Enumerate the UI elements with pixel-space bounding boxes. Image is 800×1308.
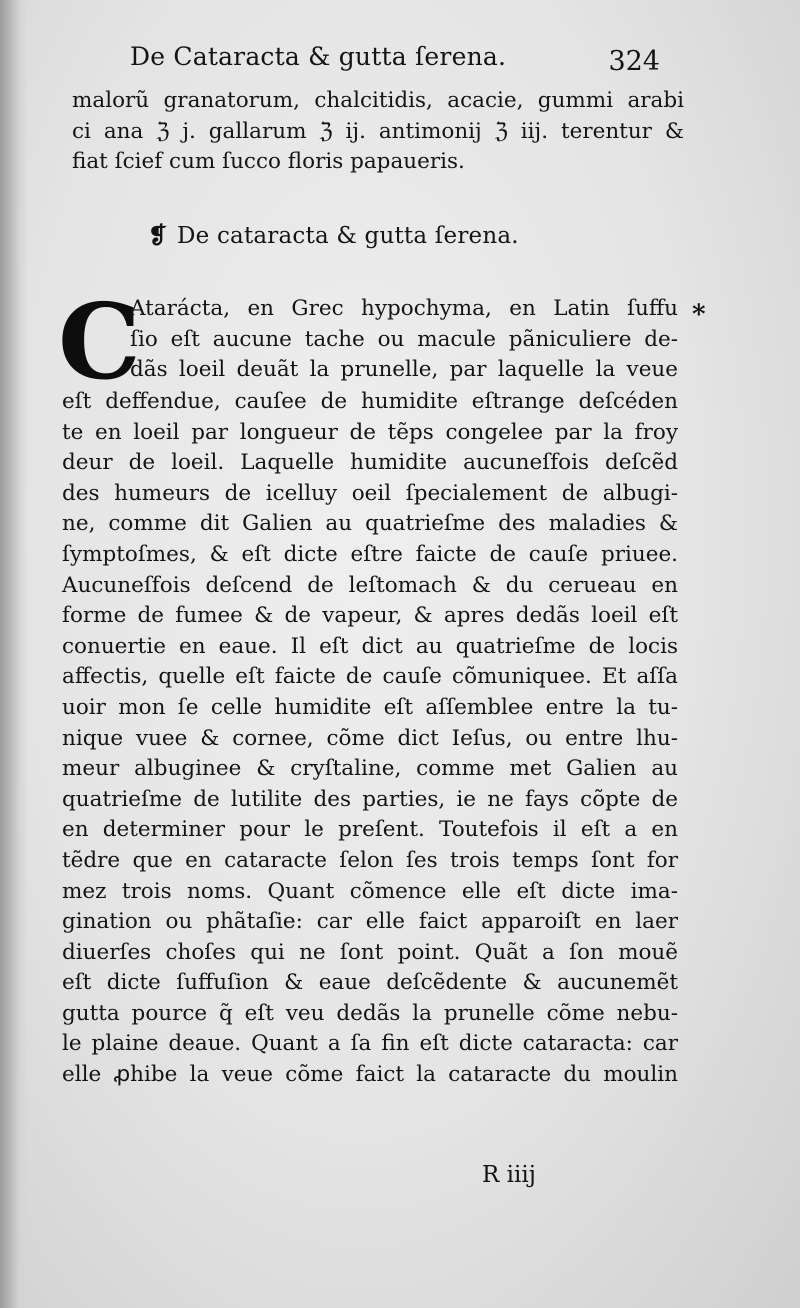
text-line: eſt deffendue, cauſee de humidite eſtrange deſcéden xyxy=(62,389,678,414)
text-line: eſt dicte ſuffuſion & eaue deſcẽdente & aucunemẽt xyxy=(62,970,678,996)
text-line: malorũ granatorum, chalcitidis, acacie, gummi arabi xyxy=(72,88,684,113)
signature-mark: R iiij xyxy=(482,1162,536,1188)
drop-cap: C xyxy=(58,280,141,403)
text-line: tẽdre que en cataracte ſelon ſes trois temps ſont for xyxy=(62,847,678,873)
page-edge-shadow xyxy=(0,0,28,1308)
running-head: De Cataracta & gutta ſerena. xyxy=(130,42,507,71)
text-line: elle ꝓhibe la veue cõme faict la cataracte du moulin xyxy=(62,1062,678,1088)
text-line: ſymptoſmes, & eſt dicte eſtre faicte de cauſe priuee. xyxy=(62,541,678,567)
text-line: gutta pource q̃ eſt veu dedãs la prunelle cõme nebu- xyxy=(62,1000,678,1026)
text-line: ne, comme dit Galien au quatrieſme des maladies & xyxy=(62,511,678,537)
text-line: deur de loeil. Laquelle humidite aucuneſfois deſcẽd xyxy=(62,450,678,476)
page-number: 324 xyxy=(608,46,660,77)
text-line: meur albuginee & cryſtaline, comme met Galien au xyxy=(62,756,678,782)
text-line: quatrieſme de lutilite des parties, ie ne fays cõpte de xyxy=(62,786,678,812)
pilcrow-icon: ❡ xyxy=(148,222,168,249)
text-line: en determiner pour le preſent. Toutefois il eſt a en xyxy=(62,817,678,843)
text-line: fiat ſcief cum ſucco floris papaueris. xyxy=(72,149,465,175)
text-line: gination ou phãtaſie: car elle faict apparoiſt en laer xyxy=(62,909,678,935)
text-line: Aucuneſfois deſcend de leſtomach & du cerueau en xyxy=(62,572,678,598)
text-line: le plaine deaue. Quant a ſa fin eſt dicte cataracta: car xyxy=(62,1031,678,1057)
text-line: ſio eſt aucune tache ou macule pãniculiere de- xyxy=(130,326,678,352)
indented-text xyxy=(130,294,678,386)
margin-asterisk-icon: * xyxy=(692,300,706,330)
recipe-text xyxy=(72,86,684,178)
section-heading xyxy=(148,222,519,249)
text-line: ci ana ℨ j. gallarum ℨ ij. antimonij ℨ iij. terentur & xyxy=(72,118,684,144)
text-line: dãs loeil deuãt la prunelle, par laquelle la veue xyxy=(130,357,678,383)
page-header xyxy=(130,42,660,82)
text-line: uoir mon ſe celle humidite eſt aſſemblee entre la tu- xyxy=(62,694,678,720)
text-line: nique vuee & cornee, cõme dict Ieſus, ou entre lhu- xyxy=(62,725,678,751)
text-line: mez trois noms. Quant cõmence elle eſt dicte ima- xyxy=(62,878,678,904)
text-line: diuerſes choſes qui ne ſont point. Quãt a ſon mouẽ xyxy=(62,939,678,965)
text-line: conuertie en eaue. Il eſt dict au quatrieſme de locis xyxy=(62,633,678,659)
text-line: des humeurs de icelluy oeil ſpecialement de albugi- xyxy=(62,480,678,506)
text-line: forme de fumee & de vapeur, & apres dedãs loeil eſt xyxy=(62,603,678,629)
body-text xyxy=(62,387,678,1091)
text-line: te en loeil par longueur de tẽps congelee par la froy xyxy=(62,419,678,445)
text-line: affectis, quelle eſt faicte de cauſe cõmuniquee. Et aſſa xyxy=(62,664,678,690)
section-heading-text: De cataracta & gutta ſerena. xyxy=(177,223,519,249)
text-line: Atarácta, en Grec hypochyma, en Latin ſuffu xyxy=(130,296,678,321)
